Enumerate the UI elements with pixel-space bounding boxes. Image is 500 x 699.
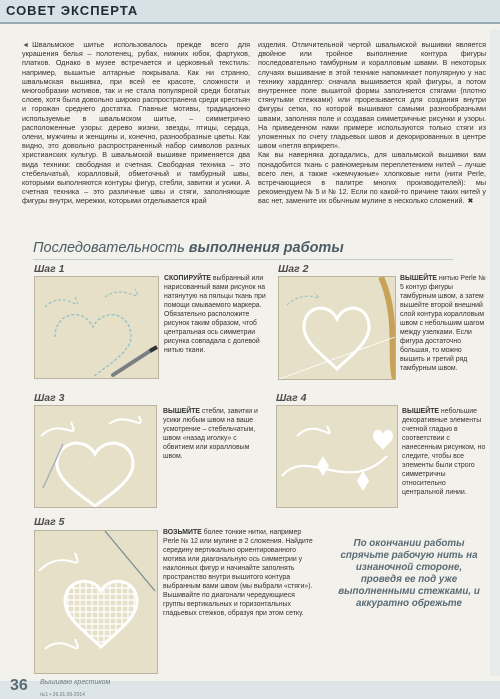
section-title-part-a: Последовательность: [33, 240, 185, 256]
step-3-text: стебли, завитки и усики любым швом на ваше усмотрение – стебельчатым, швом «назад иголку» с обвитием или коралловым швом.: [163, 408, 258, 460]
intro-text-left: Швальмское шитье использовалось прежде всего для украшения белья – полотенец, рубах, нижних юбок, фартуков, платков. Однако в музее встречается и церковный текстиль: например, вышитые алтарные покрывала. Как ни странно, швальмская вышивка, при всей ее красоте, сложности и многообразии мотивов, так и не стала популярной среди богатых слоев, хотя была довольно широко распространена среди крестьян и горожан среднего достатка. Главные мотивы, традиционно используемые в швальмском шитье, – симметрично расположенные узоры: дерево жизни, звезды, птицы, сердца, олени, мужчины и женщины и, конечно, разнообразные цветы. Как видно, это довольно распространенный набор символов разных христианских культур. В швальмской вышивке применяется два вида техники: свободная и счетная. Свободная техника – это стебельчатый, коралловый, обметочный и тамбурный швы, которыми выполняются контуры фигур, стебли, завитки и усики. А счетная техника – это различные швы и стяги, заполняющие фигуры внутри, мережки, которыми отделывается край: [22, 40, 250, 206]
step-3-verb: ВЫШЕЙТЕ: [163, 408, 201, 415]
conclusion-note: По окончании работы спрячьте рабочую нить на изнаночной стороне, проведя ее под уже выполненными стежками, и аккуратно обрежьте: [338, 538, 480, 609]
step-1-text: выбранный или нарисованный вами рисунок на натянутую на пяльцы ткань при помощи смываемого маркера. Обязательно расположите рисунок таким образом, чтоб центральная ось симметрии рисунка совпадала с долевой нитью ткани.: [164, 275, 266, 354]
step-5-verb: ВОЗЬМИТЕ: [163, 529, 202, 536]
step-5-label: Шаг 5: [34, 516, 65, 528]
step-3-drawing: [35, 406, 156, 507]
intro-column-left: [22, 40, 250, 206]
step-2-text: нитью Perle № 5 контур фигуры тамбурным швом, а затем вышейте второй внешний слой контура коралловым швом с небольшим шагом между узелками. Если фигура достаточно большая, то можно вышить и третий ряд тамбурным швом.: [400, 275, 486, 372]
end-mark-icon: ✖: [467, 196, 474, 206]
section-title: [33, 240, 344, 256]
intro-paragraph-2: Как вы наверняка догадались, для швальмской вышивки вам понадобится ткань с равномерным переплетением нитей – лучше всего лен, а также «жемчужные» хлопковые нити (нити Perle, встречающиеся в палитре многих производителей): мы рекомендуем № 5 и № 12. Если по какой-то причине таких нитей у вас нет, замените их обычным мулине в несколько сложений.: [258, 150, 486, 206]
step-2-label: Шаг 2: [278, 263, 309, 275]
bullet-icon: ◄: [22, 40, 30, 49]
step-3-photo: [34, 405, 157, 508]
step-4-verb: ВЫШЕЙТЕ: [402, 408, 440, 415]
step-1-drawing: [35, 277, 158, 378]
page-edge-strip: [490, 30, 500, 676]
step-5-text: более тонкие нитки, например Perle № 12 или мулине в 2 сложения. Найдите середину вертикально ориентированного мотива или диагональную ось симметрии у наклонных фигур и начинайте заполнять пространство внутри вышитого контура выбранным вами швом (мы выбрали «стяги»). Вышивайте по диагонали чередующиеся группы вертикальных и горизонтальных гладьевых стежков, образуя при этом сетку.: [163, 529, 313, 617]
step-2-verb: ВЫШЕЙТЕ: [400, 275, 438, 282]
step-4-description: [402, 407, 486, 497]
step-5-photo: [34, 530, 158, 674]
section-title-part-b: выполнения работы: [188, 240, 344, 256]
section-header-title: СОВЕТ ЭКСПЕРТА: [6, 3, 139, 18]
section-divider: [33, 259, 453, 260]
intro-paragraph-1: изделия. Отличительной чертой швальмской вышивки является двойное или тройное выполнение контура фигуры последовательно тамбурным и коралловым швами. В некоторых случаях вышивание в этой технике напоминает популярную у нас технику хардангер: сначала вышивается край фигуры, а потом внутреннее поле вышитой формы заполняется стягами (плотно стянутыми стежками) или прорезывается для создания внутри фигуры сетки, по которой вышивают самыми разнообразными швами, заполняя поле и создавая симметричные рисунки и узоры. На приведенном нами примере используются только стяги из уложенных по счету гладьевых швов и декорированных в центре швом «петля вприкреп».: [258, 40, 486, 151]
page-number: 36: [10, 677, 28, 694]
step-5-drawing: [35, 531, 157, 673]
step-2-description: [400, 274, 486, 373]
step-3-description: [163, 407, 267, 461]
step-1-verb: СКОПИРУЙТЕ: [164, 275, 211, 282]
step-4-label: Шаг 4: [276, 392, 307, 404]
step-5-description: [163, 528, 315, 618]
step-4-text: небольшие декоративные элементы счетной гладью в соответствии с нанесенным рисунком, но следите, чтобы все элементы были строго симметричны относительно центральной линии.: [402, 408, 486, 496]
magazine-name: Вышиваю крестиком: [40, 679, 111, 686]
step-2-photo: [278, 276, 396, 380]
issue-info: №1 • 26.01.09-2014: [40, 692, 85, 698]
step-1-description: [164, 274, 276, 355]
step-4-drawing: [277, 406, 397, 507]
step-3-label: Шаг 3: [34, 392, 65, 404]
step-1-photo: [34, 276, 159, 379]
step-4-photo: [276, 405, 398, 508]
step-2-drawing: [279, 277, 395, 379]
step-1-label: Шаг 1: [34, 263, 65, 275]
header-divider: [0, 22, 500, 24]
intro-column-right: [258, 40, 486, 206]
